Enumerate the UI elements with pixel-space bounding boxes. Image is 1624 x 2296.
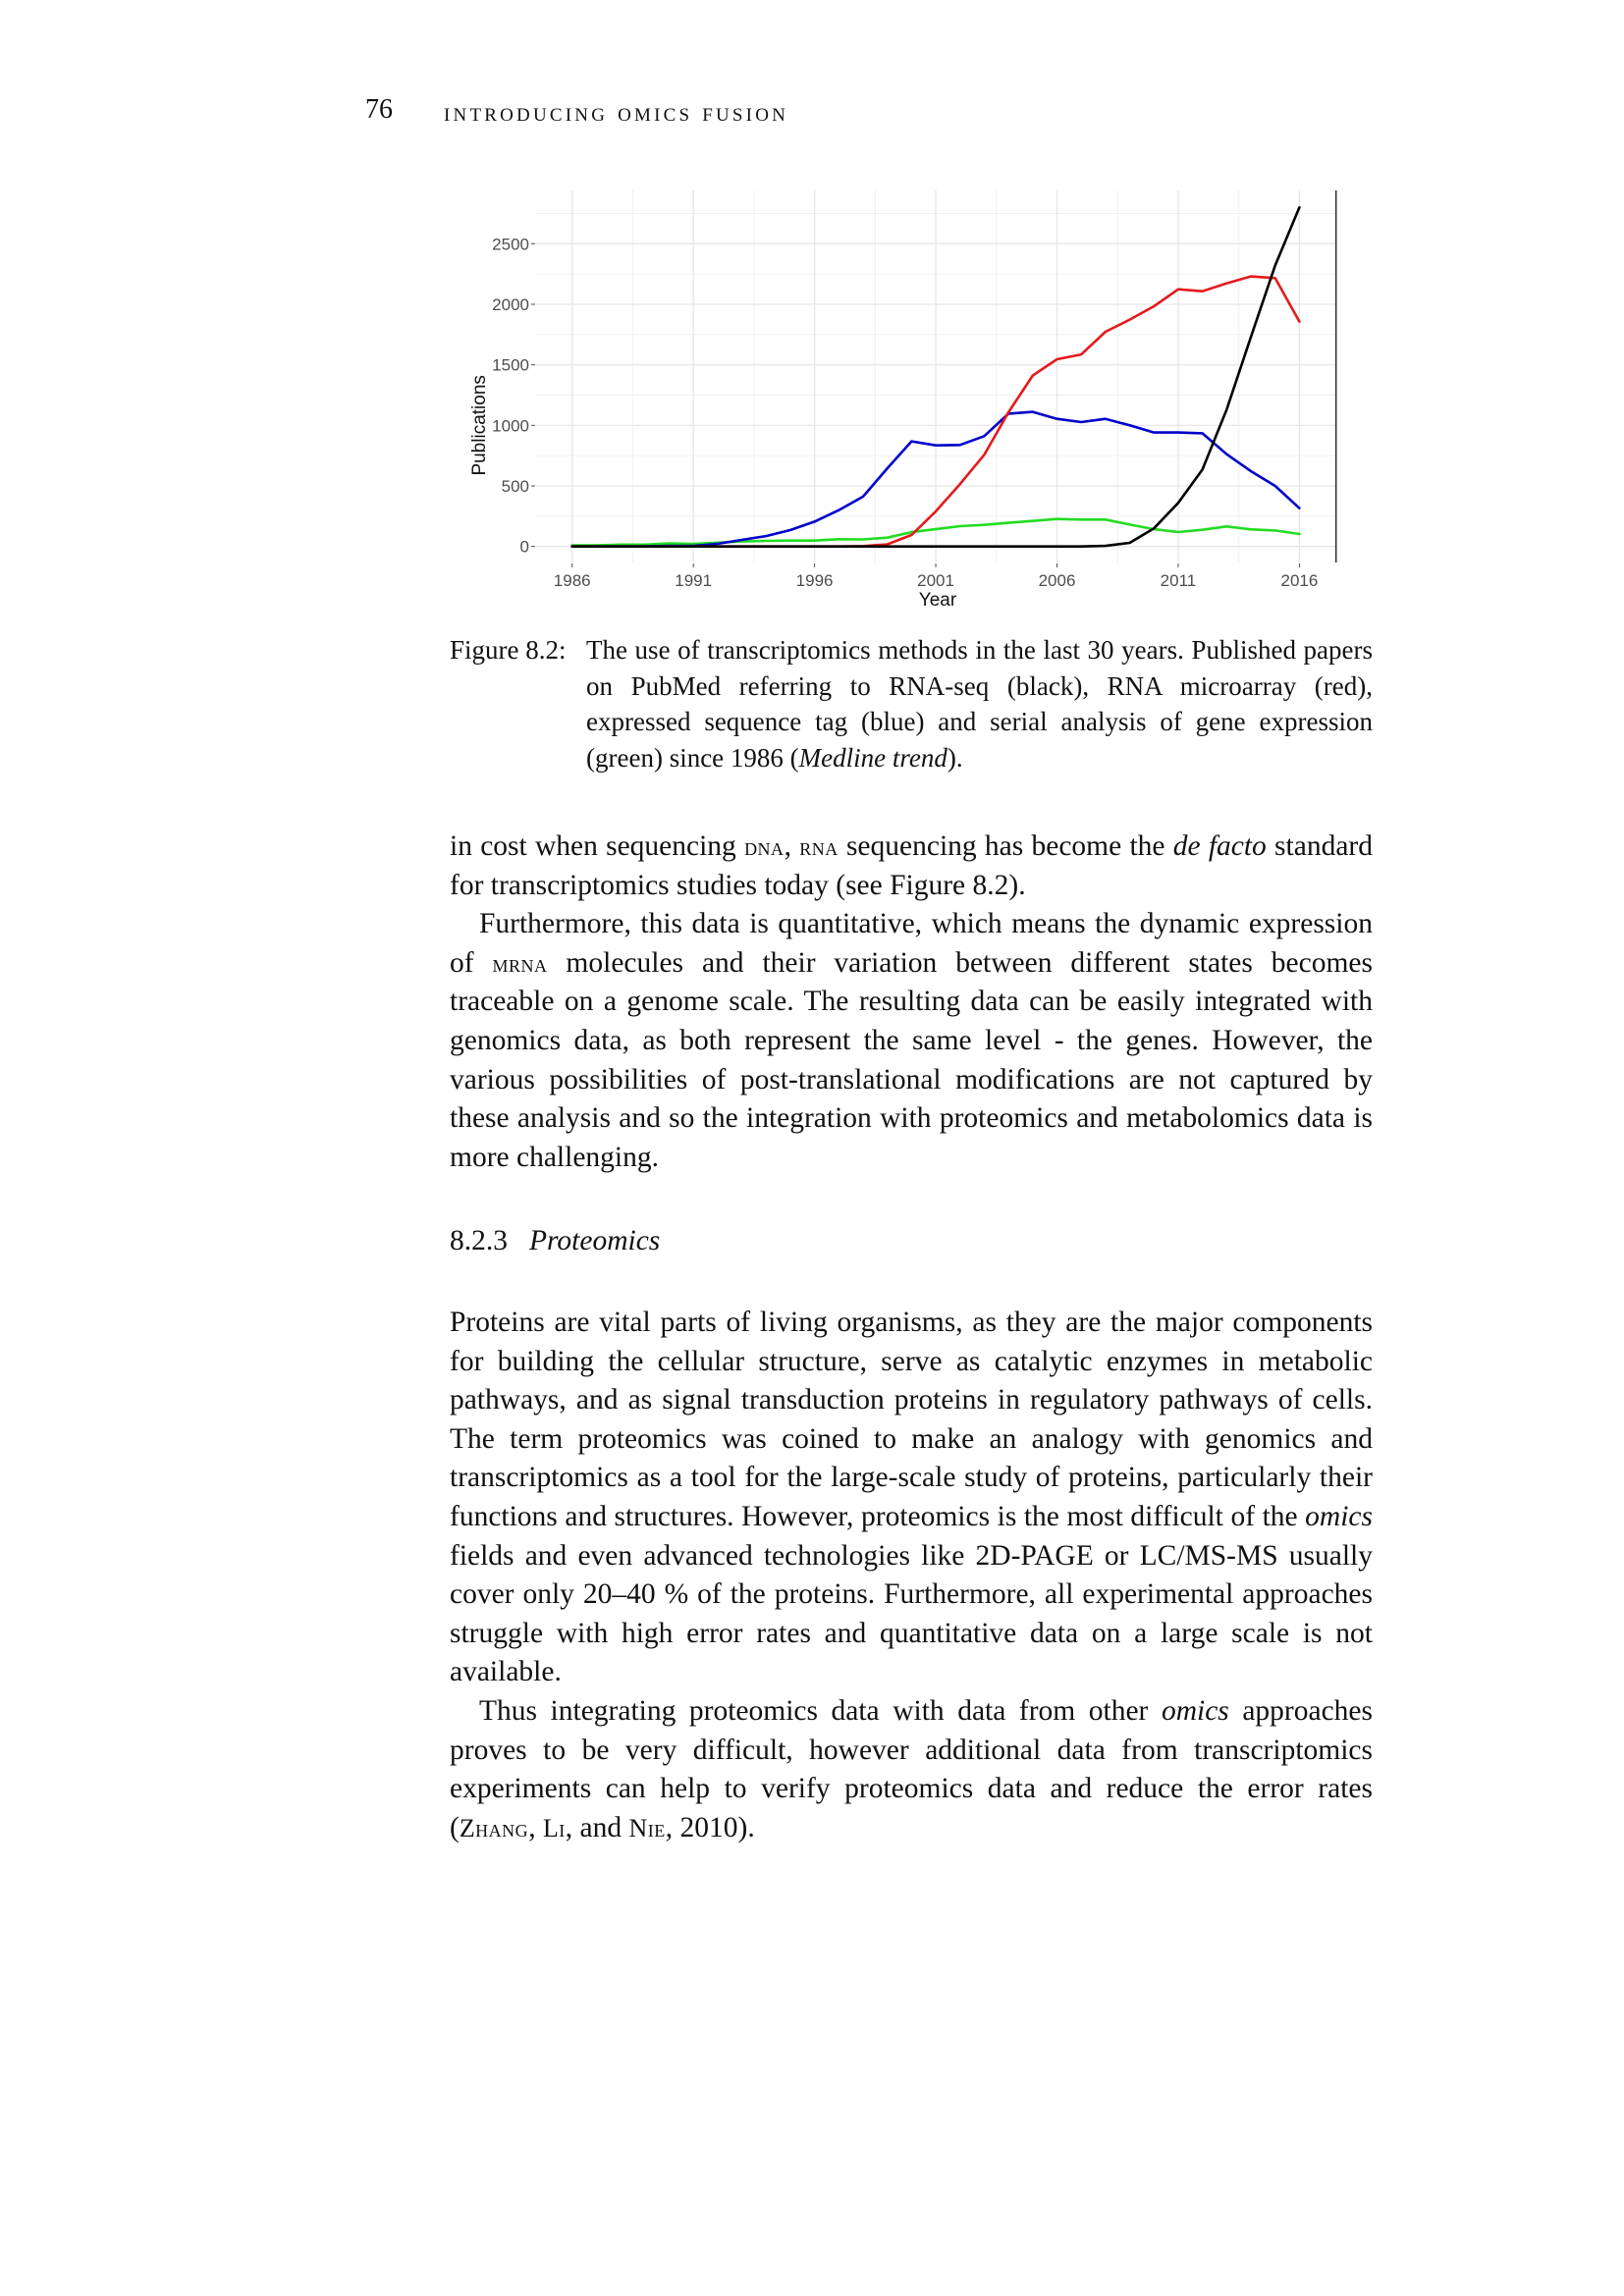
x-tick-label: 2016 xyxy=(1280,571,1319,590)
paragraph: Proteins are vital parts of living organisms, as they are the major components for building the cellular structure, serve as catalytic enzymes in metabolic pathways, and as signal transduction proteins in regulatory pathways of cells. The term proteomics was coined to make an analogy with genomics and transcriptomics as a tool for the large-scale study of proteins, particularly their functions and structures. However, proteomics is the most difficult of the omics fields and even advanced technologies like 2D-PAGE or LC/MS-MS usually cover only 20–40 % of the proteins. Furthermore, all experimental approaches struggle with high error rates and quantitative data on a large scale is not available. xyxy=(450,1307,1373,1688)
y-tick-label: 1000 xyxy=(492,416,529,436)
x-tick-label: 2001 xyxy=(917,571,954,590)
publications-line-chart xyxy=(452,177,1355,618)
body-paragraphs-proteomics xyxy=(450,1304,1373,1847)
x-tick-label: 2006 xyxy=(1038,571,1076,590)
y-tick-label: 2500 xyxy=(492,235,529,254)
x-axis-title: Year xyxy=(918,590,957,611)
page-number: 76 xyxy=(365,94,393,125)
paragraph: Thus integrating proteomics data with data from other omics approaches proves to be very difficult, however additional data from transcriptomics experiments can help to verify proteomics data and reduce the error rates (Zhang, Li, and Nie, 2010). xyxy=(450,1694,1373,1843)
y-tick-label: 0 xyxy=(519,537,529,557)
caption-source: Medline trend xyxy=(798,742,947,773)
caption-text: The use of transcriptomics methods in the last 30 years. Published papers on PubMed referring to RNA-seq (black), RNA microarray (red), expressed sequence tag (blue) and serial analysis of gene expression (green) since 1986 (Medline trend). xyxy=(586,635,1373,773)
figure-caption xyxy=(450,632,1373,775)
paragraph: Furthermore, this data is quantitative, which means the dynamic expression of mrna molecules and their variation between different states becomes traceable on a genome scale. The resulting data can be easily integrated with genomics data, as both represent the same level - the genes. However, the various possibilities of post-translational modifications are not captured by these analysis and so the integration with proteomics and metabolomics data is more challenging. xyxy=(450,908,1373,1173)
caption-label: Figure 8.2: xyxy=(450,635,567,665)
x-tick-label: 1996 xyxy=(795,571,834,590)
paragraph: in cost when sequencing dna, rna sequencing has become the de facto standard for transcriptomics studies today (see Figure 8.2). xyxy=(450,830,1373,901)
y-tick-label: 500 xyxy=(501,477,529,497)
section-title: Proteomics xyxy=(529,1225,661,1256)
section-number: 8.2.3 xyxy=(450,1225,508,1256)
x-tick-label: 2011 xyxy=(1160,571,1197,590)
running-title: introducing omics fusion xyxy=(444,97,789,127)
section-heading xyxy=(450,1225,660,1257)
y-tick-label: 1500 xyxy=(492,355,529,375)
x-tick-label: 1991 xyxy=(675,571,713,590)
body-paragraphs-transcriptomics xyxy=(450,828,1373,1177)
figure-8-2 xyxy=(452,177,1355,618)
y-tick-label: 2000 xyxy=(492,294,529,314)
y-axis-title: Publications xyxy=(469,375,490,476)
x-tick-label: 1986 xyxy=(553,571,591,590)
